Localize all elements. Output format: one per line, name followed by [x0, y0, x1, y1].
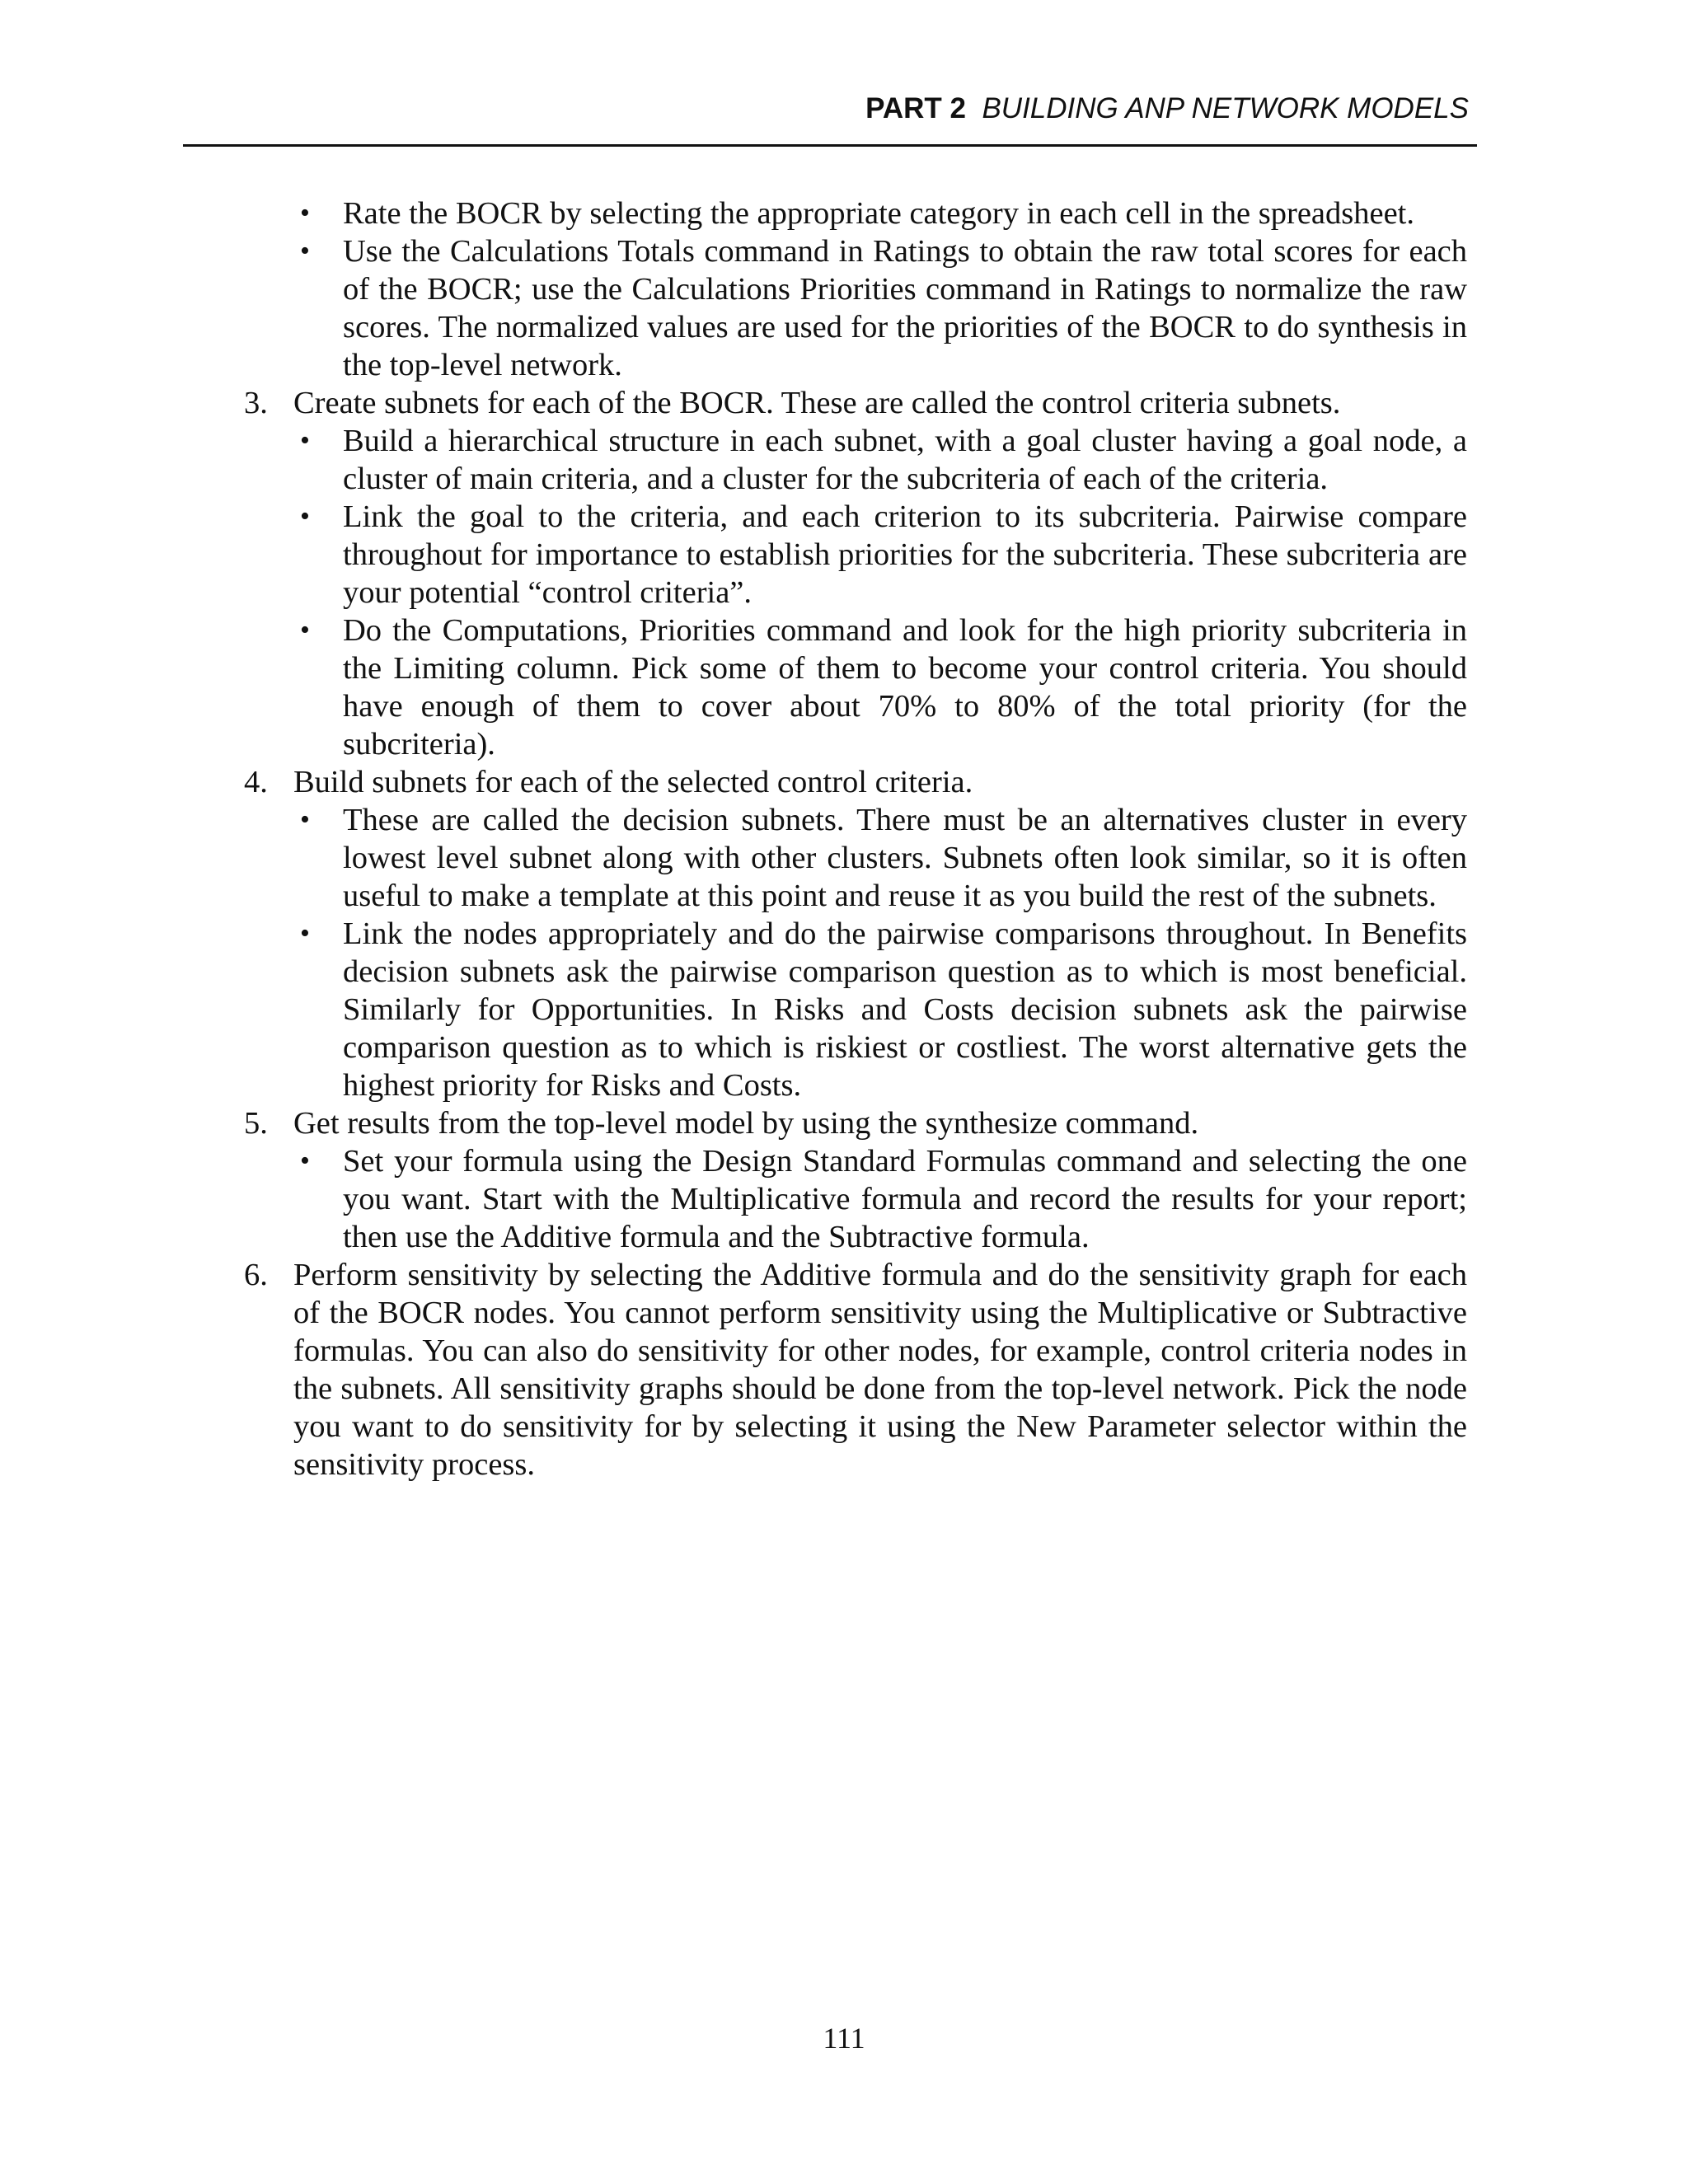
numbered-step-6: 6. Perform sensitivity by selecting the Additive formula and do the sensitivity graph for each of the BOCR nodes. You cannot perform sensitivity using the Multiplicative or Subtractive formulas. You can also do sensitivity for other nodes, for example, control criteria nodes in the subnets. All sensitivity graphs should be done from the top-level network. Pick the node you want to do sensitivity for by selecting it using the New Parameter selector within the sensitivity process. — [244, 1258, 1467, 1482]
bullet-icon: • — [300, 236, 310, 266]
list-item: • Link the nodes appropriately and do the pairwise comparisons throughout. In Benefits decision subnets ask the pairwise comparison question as to which is most beneficial. Similarly for Opportunities. In Risks and Costs decision subnets ask the pairwise comparison question as to which is riskiest or costliest. The worst alternative gets the highest priority for Risks and Costs. — [300, 916, 1467, 1103]
step-number: 6. — [244, 1258, 268, 1292]
step-number: 3. — [244, 386, 268, 420]
list-item: • Use the Calculations Totals command in Ratings to obtain the raw total scores for each of the BOCR; use the Calculations Priorities command in Ratings to normalize the raw scores. The normalized values are used for the priorities of the BOCR to do synthesis in the top-level network. — [300, 234, 1467, 382]
list-item: • Link the goal to the criteria, and each criterion to its subcriteria. Pairwise compare throughout for importance to establish priorities for the subcriteria. These subcriteria are your potential “control criteria”. — [300, 499, 1467, 610]
bullet-icon: • — [300, 425, 310, 456]
header-title: BUILDING ANP NETWORK MODELS — [982, 92, 1469, 124]
running-header — [183, 92, 1477, 147]
bullet-icon: • — [300, 615, 310, 645]
list-item: • Rate the BOCR by selecting the appropriate category in each cell in the spreadsheet. — [300, 196, 1414, 231]
bullet-icon: • — [300, 501, 310, 532]
numbered-step-4: 4. Build subnets for each of the selected control criteria. — [244, 765, 973, 799]
list-item: • These are called the decision subnets. There must be an alternatives cluster in every lowest level subnet along with other clusters. Subnets often look similar, so it is often useful to make a template at this point and reuse it as you build the rest of the subnets. — [300, 803, 1467, 913]
list-item: • Do the Computations, Priorities command and look for the high priority subcriteria in the Limiting column. Pick some of them to become your control criteria. You should have enough of them to cover about 70% to 80% of the total priority (for the subcriteria). — [300, 613, 1467, 762]
bullet-icon: • — [300, 918, 310, 949]
bullet-icon: • — [300, 1146, 310, 1176]
body-text — [244, 194, 1467, 1483]
numbered-step-3: 3. Create subnets for each of the BOCR. These are called the control criteria subnets. — [244, 386, 1341, 420]
list-item: • Set your formula using the Design Standard Formulas command and selecting the one you want. Start with the Multiplicative formula and record the results for your report; then use the Additive formula and the Subtractive formula. — [300, 1144, 1467, 1254]
bullet-icon: • — [300, 198, 310, 228]
header-part: PART 2 — [865, 92, 966, 124]
numbered-step-5: 5. Get results from the top-level model by using the synthesize command. — [244, 1106, 1199, 1141]
step-number: 4. — [244, 765, 268, 799]
step-number: 5. — [244, 1106, 268, 1141]
page-number: 111 — [823, 2022, 865, 2055]
bullet-icon: • — [300, 804, 310, 835]
list-item: • Build a hierarchical structure in each subnet, with a goal cluster having a goal node, a cluster of main criteria, and a cluster for the subcriteria of each of the criteria. — [300, 424, 1467, 496]
